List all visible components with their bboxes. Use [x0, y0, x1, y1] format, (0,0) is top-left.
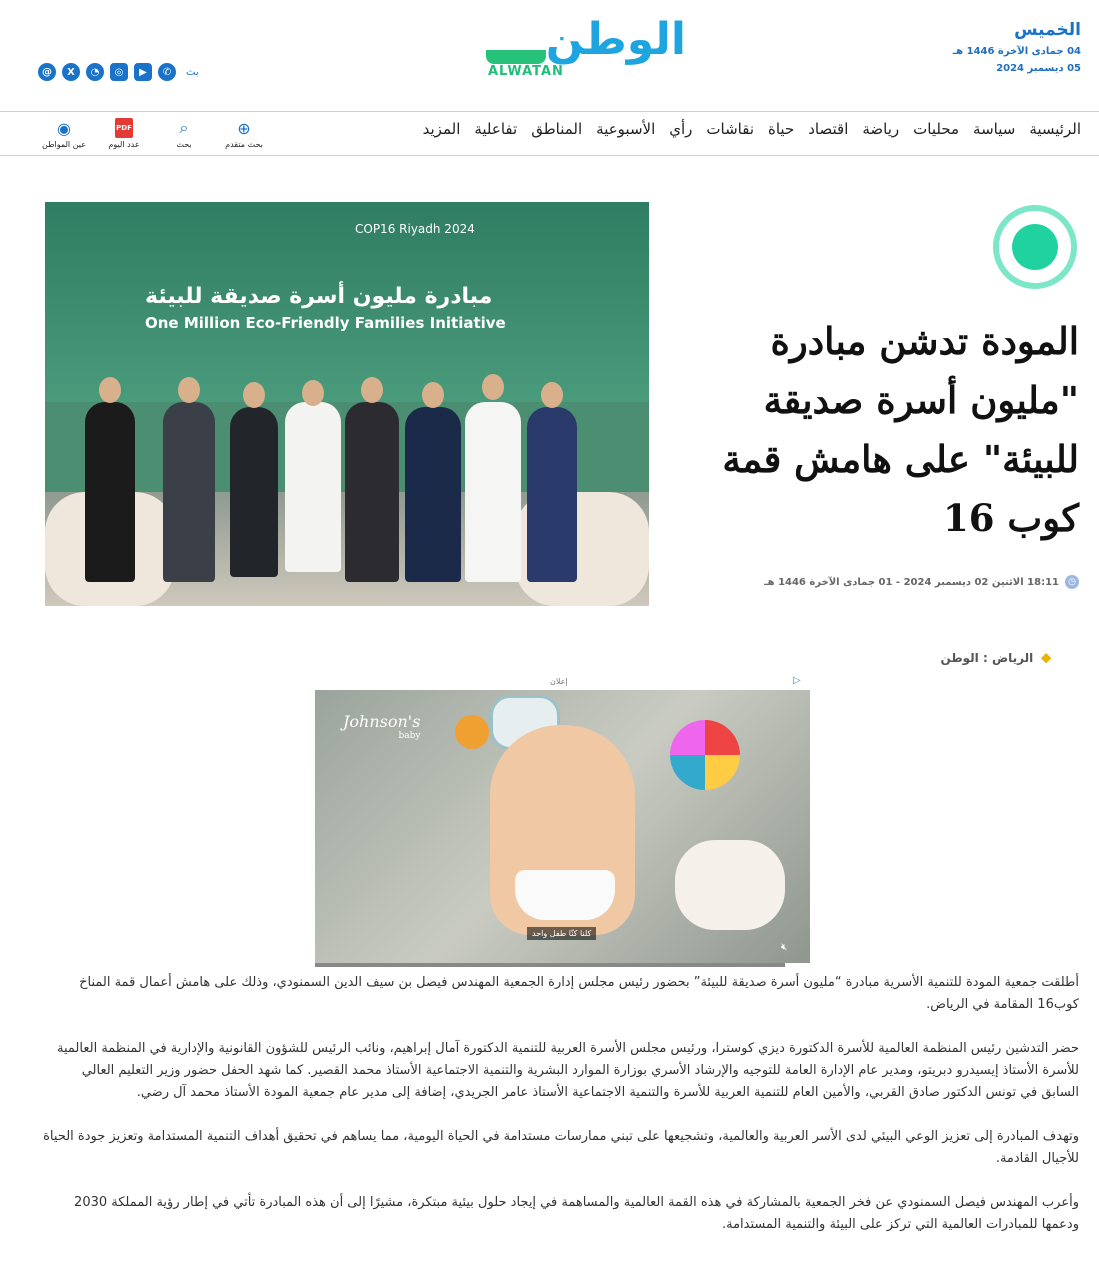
live-link[interactable]: بث — [186, 66, 199, 78]
article-paragraph: وأعرب المهندس فيصل السمنودي عن فخر الجمعية بالمشاركة في هذه القمة العالمية والمساهمة في إيجاد حلول بيئية مبتكرة، مشيرًا إلى أن هذه المبادرة تأتي في إطار رؤية المملكة 2030 ودعمها للمبادرات العالمية التي تركز على البيئة والتنمية المستدامة. — [74, 1195, 1079, 1232]
logo-accent — [486, 50, 546, 64]
search-button[interactable] — [162, 118, 206, 149]
adchoices-icon[interactable]: ▷ — [793, 675, 801, 686]
nav-item-home[interactable]: الرئيسية — [1029, 120, 1081, 138]
nav-item-local[interactable]: محليات — [913, 120, 960, 138]
nav-item-sports[interactable]: رياضة — [862, 120, 900, 138]
ad-plush-toy — [675, 840, 785, 930]
nav-item-discussions[interactable]: نقاشات — [706, 120, 754, 138]
article-category-icon — [993, 205, 1077, 289]
snapchat-icon[interactable]: ◔ — [86, 63, 104, 81]
nav-item-more[interactable]: المزيد — [422, 120, 461, 138]
citizen-eye-button[interactable] — [42, 118, 86, 149]
advanced-search-button[interactable] — [222, 118, 266, 149]
person-head — [422, 382, 444, 408]
video-ad[interactable] — [315, 690, 810, 967]
article-paragraph: حضر التدشين رئيس المنظمة العالمية للأسرة الدكتورة ديزي كوسترا، ورئيس مجلس الأسرة العربية للتنمية الدكتورة آمال إبراهيم، ونائب الرئيس للشؤون القانونية والإدارية في المنظمة العالمية للأسرة الأستاذ إيسيدرو دبريتو، ومدير عام الإدارة العامة للتوجيه والإرشاد الأسري بوزارة الموارد البشرية والتنمية الاجتماعية الأستاذ محمد القصير. كما شهد الحفل حضور وزير التعليم العالي السابق في تونس الدكتور صادق القربي، والأمين العام للتنمية العربية للأسرة والتنمية الاجتماعية الأستاذ عامر الجريدي، إضافة إلى مدير عام جمعية المودة الأستاذ محمد آل رضي. — [57, 1041, 1079, 1100]
logo-text-ar: الوطن — [545, 14, 686, 65]
article-title: المودة تدشن مبادرة "مليون أسرة صديقة للبيئة" على هامش قمة كوب 16 — [722, 319, 1079, 540]
citizen-eye-label: عين المواطن — [42, 140, 86, 149]
hijri-date: 04 جمادى الآخرة 1446 هـ — [952, 46, 1081, 57]
ad-ball — [670, 720, 740, 790]
person — [163, 402, 215, 582]
logo-text-en: ALWATAN — [488, 64, 564, 79]
article-datetime: 18:11 الاثنين 02 ديسمبر 2024 - 01 جمادى الآخرة 1446 هـ — [764, 576, 1059, 588]
banner-text-en: One Million Eco-Friendly Families Initiative — [145, 314, 506, 332]
ad-brand-logo — [343, 712, 420, 741]
threads-icon[interactable]: @ — [38, 63, 56, 81]
article-body — [43, 972, 1079, 1258]
person — [85, 402, 135, 582]
advanced-search-label: بحث متقدم — [225, 140, 263, 149]
person — [527, 407, 577, 582]
person-head — [482, 374, 504, 400]
person-head — [541, 382, 563, 408]
ad-progress-fill — [785, 963, 810, 967]
clock-icon: ◷ — [1065, 575, 1079, 589]
x-icon[interactable]: X — [62, 63, 80, 81]
person — [345, 402, 399, 582]
location-pin-icon: ⬥ — [1041, 650, 1051, 666]
person — [465, 402, 521, 582]
site-header — [0, 0, 1099, 112]
source-text: الرياض : الوطن — [940, 651, 1034, 665]
nav-item-life[interactable]: حياة — [768, 120, 795, 138]
ad-label: إعلان — [550, 677, 568, 686]
whatsapp-icon[interactable]: ✆ — [158, 63, 176, 81]
today-issue-button[interactable] — [102, 118, 146, 149]
person — [230, 407, 278, 577]
mute-icon[interactable]: 🔇︎ — [781, 942, 788, 953]
person — [405, 407, 461, 582]
ad-brand-name: Johnson's — [343, 712, 421, 731]
search-label: بحث — [176, 140, 192, 149]
nav-menu — [423, 120, 1081, 138]
search-icon: ⌕ — [179, 118, 189, 137]
nav-item-opinion[interactable]: رأي — [669, 120, 693, 138]
person-head — [99, 377, 121, 403]
date-block — [953, 20, 1081, 74]
advanced-search-icon: ⊕ — [237, 118, 251, 138]
today-issue-label: عدد اليوم — [108, 140, 140, 149]
ad-progress-bar — [315, 963, 810, 967]
site-logo[interactable] — [486, 14, 686, 84]
nav-item-regions[interactable]: المناطق — [531, 120, 583, 138]
ad-subtitle: كلنا كنّا طفل واحد — [527, 927, 596, 940]
article-paragraph: أطلقت جمعية المودة للتنمية الأسرية مبادرة “مليون أسرة صديقة للبيئة” بحضور رئيس مجلس إدارة الجمعية المهندس فيصل بن سيف الدين السمنودي، وذلك على هامش أعمال قمة المناخ كوب16 المقامة في الرياض. — [79, 975, 1079, 1012]
nav-item-interactive[interactable]: تفاعلية — [474, 120, 518, 138]
person-head — [302, 380, 324, 406]
article-meta — [764, 575, 1079, 589]
ad-rattle — [455, 715, 489, 749]
social-links — [38, 63, 199, 81]
ad-brand-sub: baby — [398, 731, 421, 741]
date-day: الخميس — [1014, 20, 1081, 40]
person — [285, 402, 341, 572]
banner-cop-text: COP16 Riyadh 2024 — [355, 222, 475, 236]
nav-item-economy[interactable]: اقتصاد — [808, 120, 849, 138]
nav-item-politics[interactable]: سياسة — [973, 120, 1016, 138]
main-nav — [0, 112, 1099, 156]
nav-item-weekly[interactable]: الأسبوعية — [596, 120, 656, 138]
person-head — [178, 377, 200, 403]
article-source — [941, 650, 1051, 666]
person-head — [361, 377, 383, 403]
article-paragraph: وتهدف المبادرة إلى تعزيز الوعي البيئي لدى الأسر العربية والعالمية، وتشجيعها على تبني ممارسات مستدامة في الحياة اليومية، مما يساهم في تحقيق أهداف التنمية المستدامة وتعزيز جودة الحياة للأجيال القادمة. — [43, 1129, 1079, 1166]
nav-tools — [42, 118, 266, 149]
article-hero-image — [45, 202, 649, 606]
person-head — [243, 382, 265, 408]
youtube-icon[interactable]: ▶ — [134, 63, 152, 81]
eye-icon: ◉ — [57, 118, 71, 138]
pdf-icon: PDF — [115, 118, 133, 138]
banner-text-ar: مبادرة مليون أسرة صديقة للبيئة — [145, 284, 493, 309]
instagram-icon[interactable]: ◎ — [110, 63, 128, 81]
ad-diaper — [515, 870, 615, 920]
gregorian-date: 05 ديسمبر 2024 — [996, 63, 1081, 74]
